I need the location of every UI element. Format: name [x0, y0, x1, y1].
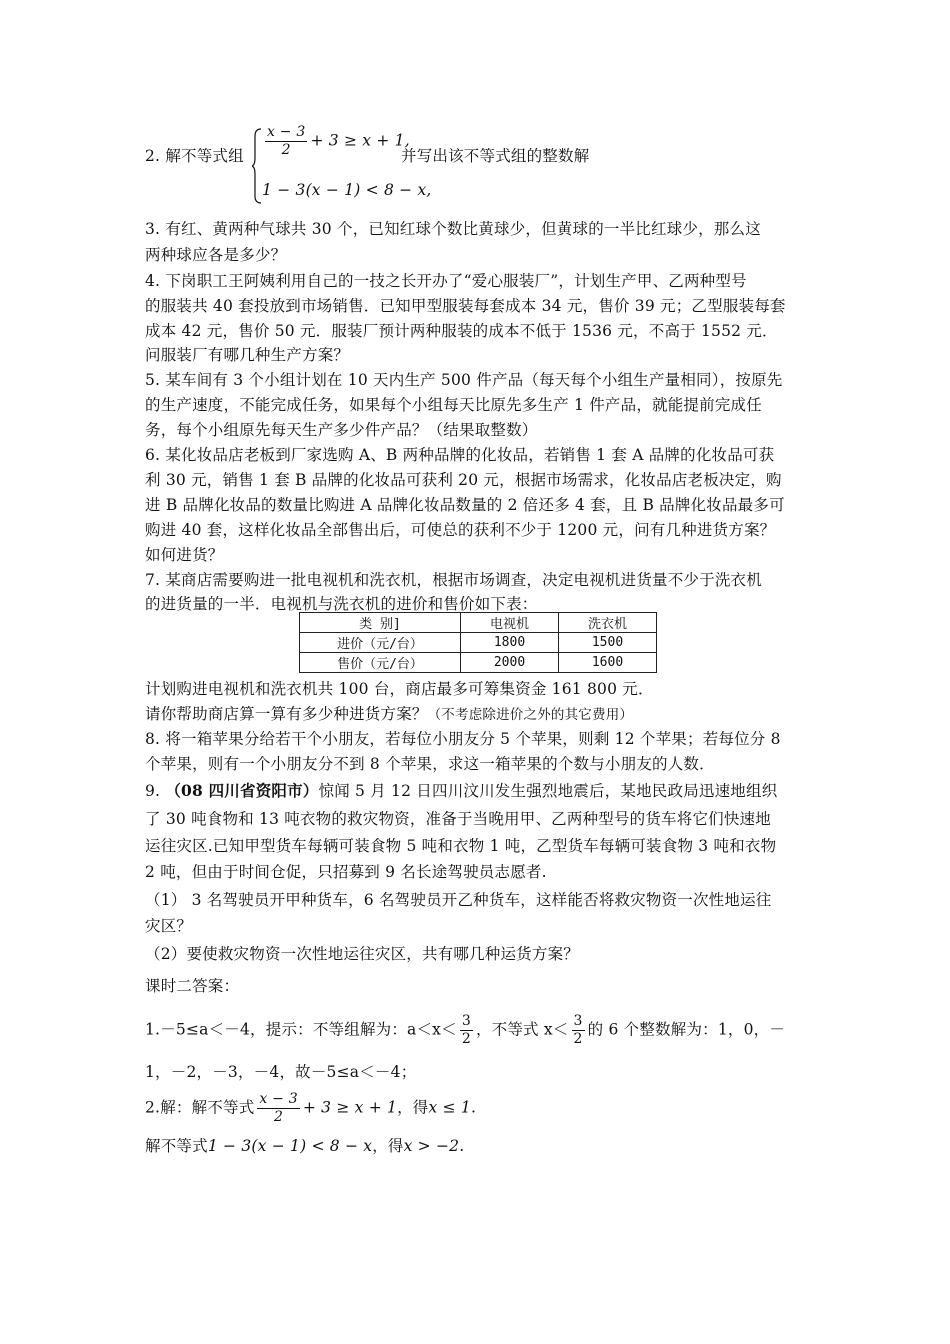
q8-line-2: 个苹果，则有一个小朋友分不到 8 个苹果，求这一箱苹果的个数与小朋友的人数．	[145, 755, 715, 773]
q9-number: 9.	[145, 782, 166, 800]
table-row	[300, 633, 657, 653]
answer-1-frac-den: 2	[461, 1031, 471, 1047]
price-table	[299, 612, 657, 673]
q2-ineq2: 1 − 3(x − 1) < 8 − x,	[262, 181, 432, 199]
answer-1-frac-num: 3	[461, 1013, 471, 1029]
table-cell: 1500	[559, 633, 657, 653]
q2-ineq1-numerator: x − 3	[267, 124, 306, 140]
answer-2-result: x ≤ 1	[428, 1098, 471, 1117]
q9-source: （08 四川省资阳市）	[165, 781, 319, 800]
q4-line-1: 4. 下岗职工王阿姨利用自己的一技之长开办了“爱心服装厂”，计划生产甲、乙两种型号	[145, 272, 747, 290]
answer-1-part-3: 的 6 个整数解为：1，0，－	[587, 1020, 786, 1039]
q7b-line-2	[145, 704, 633, 725]
answer-2-line	[145, 1091, 476, 1126]
answer-1-line-1	[145, 1013, 785, 1048]
answer-2-end: .	[470, 1098, 477, 1117]
table-cell: 1600	[559, 653, 657, 673]
q6-line-5: 如何进货？	[145, 546, 224, 564]
answers-title: 课时二答案：	[145, 977, 240, 995]
system-brace-icon	[252, 128, 262, 204]
answer-3-result: x > −2	[403, 1137, 460, 1155]
q9-line-7: （2）要使救灾物资一次性地运往灾区，共有哪几种运货方案？	[145, 945, 579, 963]
answer-1-frac2-num: 3	[573, 1013, 583, 1029]
q7-note: （不考虑除进价之外的其它费用）	[427, 707, 634, 723]
q6-line-3: 进 B 品牌化妆品的数量比购进 A 品牌化妆品数量的 2 倍还多 4 套，且 B 品牌化妆品最多可	[145, 496, 785, 514]
q6-line-2: 利 30 元，销售 1 套 B 品牌的化妆品可获利 20 元，根据市场需求，化妆品店老板决定，购	[145, 471, 782, 489]
q4-line-4: 问服装厂有哪几种生产方案？	[145, 346, 350, 364]
q6-line-1: 6. 某化妆品店老板到厂家选购 A、B 两种品牌的化妆品，若销售 1 套 A 品牌的化妆品可获	[145, 446, 775, 464]
q7-line-2: 的进货量的一半．电视机与洗衣机的进价和售价如下表：	[145, 595, 538, 613]
table-cell: 2000	[461, 653, 559, 673]
answer-3-line	[145, 1136, 464, 1156]
q9-text-1: 惊闻 5 月 12 日四川汶川发生强烈地震后，某地民政局迅速地组织	[318, 782, 778, 800]
q4-line-3: 成本 42 元，售价 50 元．服装厂预计两种服装的成本不低于 1536 元，不高于 1552 元．	[145, 322, 778, 340]
answer-1-line-2: 1，－2，－3，－4，故－5≤a＜－4；	[145, 1063, 417, 1081]
answer-3-end: .	[459, 1137, 465, 1155]
q6-line-4: 购进 40 套，这样化妆品全部售出后，可使总的获利不少于 1200 元，问有几种进货方案？	[145, 521, 776, 539]
answer-2-part-1: 2.解：解不等式	[145, 1098, 255, 1117]
q3-line-2: 两种球应各是多少？	[145, 246, 287, 264]
answer-2-rest: + 3 ≥ x + 1	[302, 1098, 398, 1117]
table-row	[300, 613, 657, 633]
table-row	[300, 653, 657, 673]
answer-1-part-2: ，不等式 x＜	[475, 1020, 569, 1039]
q2-ineq1	[262, 124, 410, 159]
answer-2-numerator: x − 3	[259, 1091, 298, 1107]
answer-3-get: ，得	[372, 1137, 404, 1155]
q2-ineq1-denominator: 2	[281, 142, 291, 158]
q7-line-1: 7. 某商店需要购进一批电视机和洗衣机，根据市场调查，决定电视机进货量不少于洗衣机	[145, 571, 762, 589]
q2-suffix: 并写出该不等式组的整数解	[401, 147, 590, 165]
table-header-category: 类 别]	[300, 613, 461, 633]
q9-line-2: 了 30 吨食物和 13 吨衣物的救灾物资，准备于当晚用甲、乙两种型号的货车将它们快速地	[145, 810, 771, 828]
q4-line-2: 的服装共 40 套投放到市场销售．已知甲型服装每套成本 34 元，售价 39 元；乙型服装每套	[145, 297, 786, 315]
table-cell: 1800	[461, 633, 559, 653]
q9-line-4: 2 吨，但由于时间仓促，只招募到 9 名长途驾驶员志愿者.	[145, 863, 547, 881]
q2-prefix: 2. 解不等式组	[145, 147, 244, 165]
q5-line-3: 务，每个小组原先每天生产多少件产品？（结果取整数）	[145, 421, 538, 439]
q9-line-5: （1） 3 名驾驶员开甲种货车，6 名驾驶员开乙种货车，这样能否将救灾物资一次性地运往	[145, 891, 772, 909]
q7b-line-1: 计划购进电视机和洗衣机共 100 台，商店最多可筹集资金 161 800 元．	[145, 680, 654, 698]
answer-1-part-1: 1.－5≤a＜－4，提示：不等组解为：a＜x＜	[145, 1020, 457, 1039]
table-cell: 进价（元/台）	[300, 633, 461, 653]
q7b-question: 请你帮助商店算一算有多少种进货方案？	[145, 705, 428, 723]
table-header-tv: 电视机	[461, 613, 559, 633]
q8-line-1: 8. 将一箱苹果分给若干个小朋友，若每位小朋友分 5 个苹果，则剩 12 个苹果；若每位分 8	[145, 730, 781, 748]
q9-line-6: 灾区？	[145, 917, 193, 935]
answer-2-get: ，得	[397, 1098, 429, 1117]
q5-line-1: 5. 某车间有 3 个小组计划在 10 天内生产 500 件产品（每天每个小组生产量相同），按原先	[145, 371, 783, 389]
answer-2-denominator: 2	[274, 1109, 284, 1125]
q9-line-1	[145, 781, 777, 801]
table-cell: 售价（元/台）	[300, 653, 461, 673]
q2-ineq1-rest: + 3 ≥ x + 1,	[310, 131, 410, 150]
q9-line-3: 运往灾区.已知甲型货车每辆可装食物 5 吨和衣物 1 吨，乙型货车每辆可装食物 3 吨和衣物	[145, 837, 777, 855]
q3-line-1: 3. 有红、黄两种气球共 30 个，已知红球个数比黄球少，但黄球的一半比红球少，那么这	[145, 220, 761, 238]
answer-3-part-1: 解不等式	[145, 1137, 208, 1155]
answer-3-expr: 1 − 3(x − 1) < 8 − x	[207, 1137, 373, 1155]
answer-1-frac2-den: 2	[573, 1031, 583, 1047]
table-header-washer: 洗衣机	[559, 613, 657, 633]
q5-line-2: 的生产速度，不能完成任务，如果每个小组每天比原先多生产 1 件产品，就能提前完成任	[145, 396, 762, 414]
